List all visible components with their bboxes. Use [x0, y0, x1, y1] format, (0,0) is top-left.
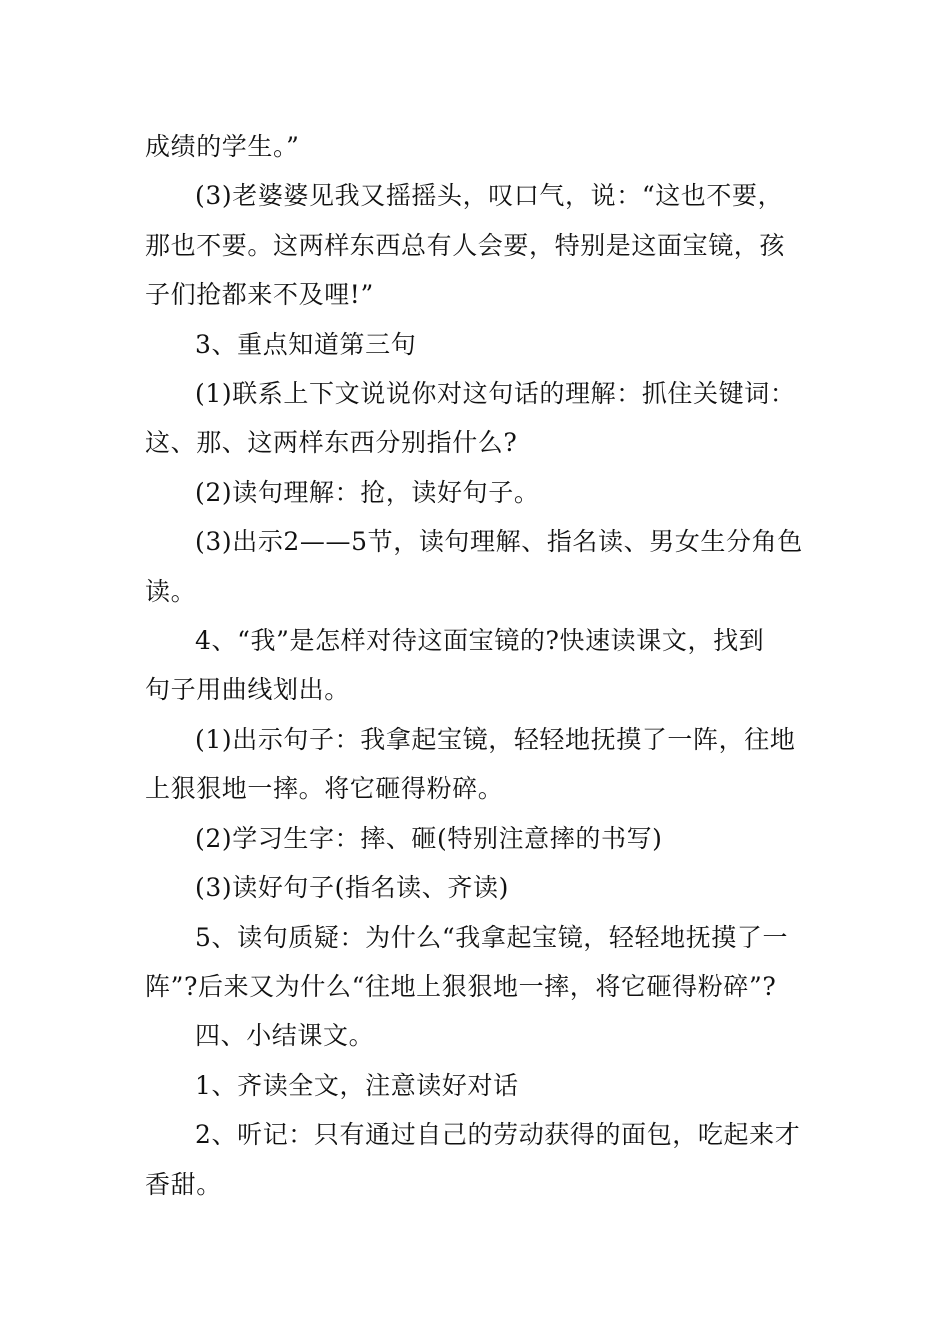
document-body [145, 122, 810, 1209]
text-line: 读。 [145, 576, 197, 606]
text-line: 阵”?后来又为什么“往地上狠狠地一摔，将它砸得粉碎”? [145, 971, 777, 1001]
text-line: 香甜。 [145, 1169, 222, 1199]
text-line: (3)读好句子(指名读、齐读) [195, 873, 509, 903]
text-line: 四、小结课文。 [195, 1021, 375, 1051]
text-line: (3)出示2——5节，读句理解、指名读、男女生分角色 [195, 527, 803, 557]
text-line: (1)出示句子：我拿起宝镜，轻轻地抚摸了一阵，往地 [195, 724, 796, 754]
text-line: 这、那、这两样东西分别指什么? [145, 428, 518, 458]
text-line: 2、听记：只有通过自己的劳动获得的面包，吃起来才 [195, 1120, 801, 1150]
text-line: (2)学习生字：摔、砸(特别注意摔的书写) [195, 823, 663, 853]
text-line: 4、“我”是怎样对待这面宝镜的?快速读课文，找到 [195, 626, 765, 656]
text-line: 句子用曲线划出。 [145, 675, 350, 705]
text-line: 成绩的学生。” [145, 132, 300, 161]
text-line: 1、齐读全文，注意读好对话 [195, 1070, 519, 1100]
text-line: (3)老婆婆见我又摇摇头，叹口气，说：“这也不要， [195, 181, 784, 211]
text-line: (2)读句理解：抢，读好句子。 [195, 477, 540, 507]
text-line: 上狠狠地一摔。将它砸得粉碎。 [145, 774, 504, 804]
text-line: 那也不要。这两样东西总有人会要，特别是这面宝镜，孩 [145, 230, 786, 260]
text-line: 3、重点知道第三句 [195, 329, 417, 359]
text-line: 5、读句质疑：为什么“我拿起宝镜，轻轻地抚摸了一 [195, 922, 789, 952]
text-line: (1)联系上下文说说你对这句话的理解：抓住关键词： [195, 379, 796, 409]
text-line: 子们抢都来不及哩!” [145, 280, 374, 310]
